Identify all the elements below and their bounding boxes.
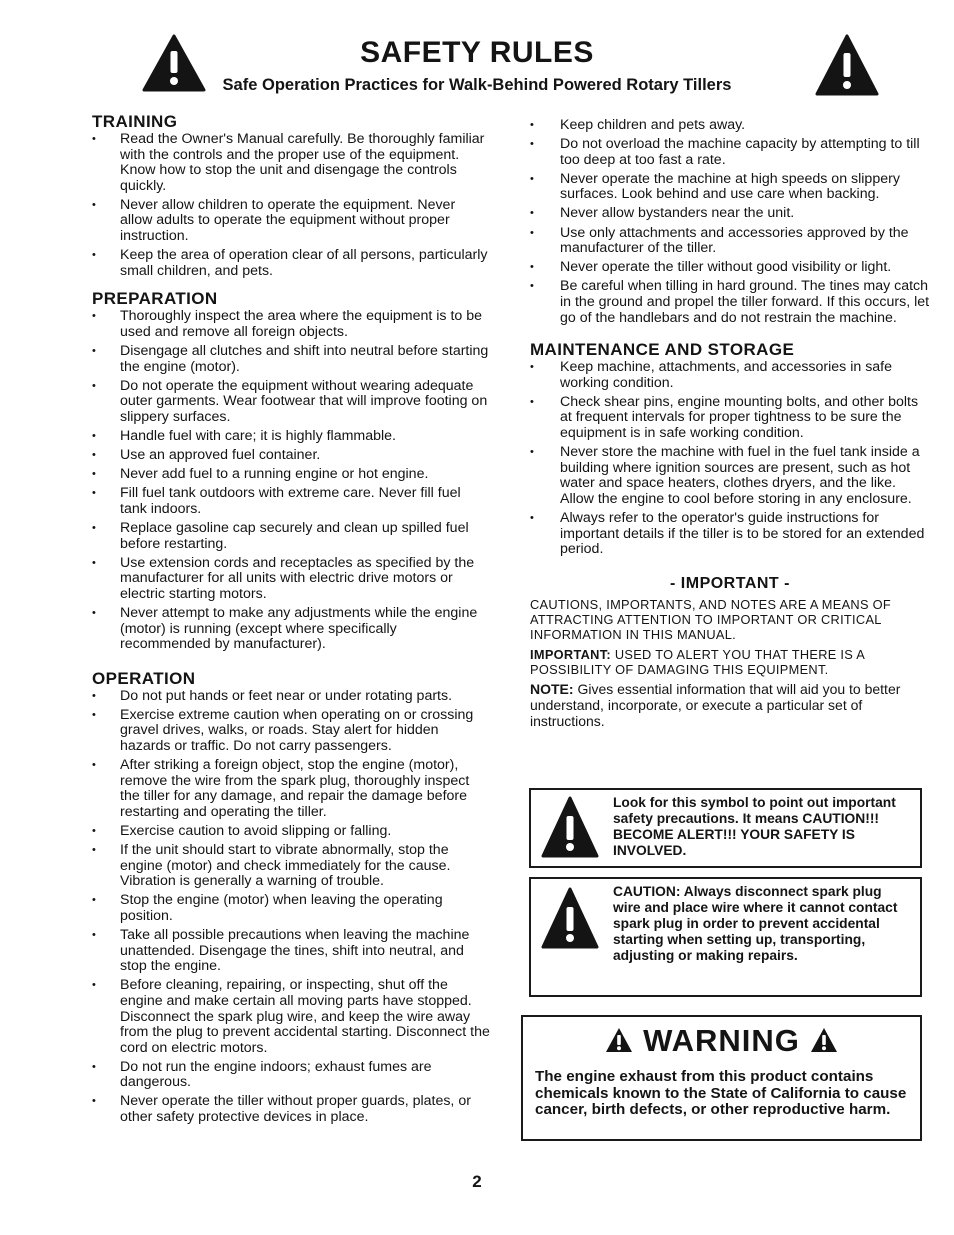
important-section xyxy=(530,576,930,729)
list-item: • Check shear pins, engine mounting bolts, and other bolts at frequent intervals for proper tightness to be sure the equipment is in safe working condition. xyxy=(530,395,930,442)
important-intro: CAUTIONS, IMPORTANTS, AND NOTES ARE A MEANS OF ATTRACTING ATTENTION TO IMPORTANT OR CRITICAL INFORMATION IN THIS MANUAL. xyxy=(530,597,892,643)
operation-list xyxy=(92,689,490,1126)
training-section xyxy=(92,112,490,279)
list-item: • Fill fuel tank outdoors with extreme care. Never fill fuel tank indoors. xyxy=(92,486,490,517)
warning-triangle-icon xyxy=(605,1023,633,1058)
page-number: 2 xyxy=(472,1172,482,1191)
list-item: • Exercise extreme caution when operating on or crossing gravel drives, walks, or roads. Stay alert for hidden hazards or traffic. Do not carry passengers. xyxy=(92,708,490,755)
important-definition xyxy=(530,647,930,677)
preparation-section xyxy=(92,289,490,652)
preparation-list xyxy=(92,309,490,652)
left-column xyxy=(92,112,490,1129)
list-item: • Keep machine, attachments, and accessories in safe working condition. xyxy=(530,360,930,391)
important-label: IMPORTANT: xyxy=(530,647,611,663)
operation-heading: OPERATION xyxy=(92,668,196,688)
safety-symbol-box xyxy=(529,788,922,868)
maintenance-list xyxy=(530,360,930,558)
note-text: Gives essential information that will aid you to better understand, incorporate, or execute a particular set of instructions. xyxy=(530,681,901,729)
list-item: • Do not overload the machine capacity by attempting to till too deep at too fast a rate. xyxy=(530,137,930,168)
list-item: • Never operate the machine at high speeds on slippery surfaces. Look behind and use care when backing. xyxy=(530,172,930,203)
list-item: • Thoroughly inspect the area where the equipment is to be used and remove all foreign objects. xyxy=(92,309,490,340)
list-item: • Do not operate the equipment without wearing adequate outer garments. Wear footwear that will improve footing on slippery surfaces. xyxy=(92,379,490,426)
maintenance-section xyxy=(530,340,930,558)
list-item: • Disengage all clutches and shift into neutral before starting the engine (motor). xyxy=(92,344,490,375)
operation-continued-list xyxy=(530,118,930,326)
list-item: • Never allow children to operate the equipment. Never allow adults to operate the equipment without proper instruction. xyxy=(92,198,490,245)
list-item: • Never allow bystanders near the unit. xyxy=(530,206,930,222)
list-item: • Use extension cords and receptacles as specified by the manufacturer for all units with electric drive motors or electric starting motors. xyxy=(92,556,490,603)
list-item: • Use an approved fuel container. xyxy=(92,448,490,464)
operation-section xyxy=(92,669,490,1126)
safety-symbol-text: Look for this symbol to point out important safety precautions. It means CAUTION!!! BECOME ALERT!!! YOUR SAFETY IS INVOLVED. xyxy=(613,795,896,858)
warning-title-row xyxy=(523,1023,920,1059)
list-item: • Keep the area of operation clear of all persons, particularly small children, and pets. xyxy=(92,248,490,279)
list-item: • Use only attachments and accessories approved by the manufacturer of the tiller. xyxy=(530,226,930,257)
warning-triangle-icon xyxy=(541,796,599,863)
list-item: • Never add fuel to a running engine or hot engine. xyxy=(92,467,490,483)
note-definition xyxy=(530,682,930,729)
warning-title: WARNING xyxy=(643,1023,800,1058)
list-item: • Before cleaning, repairing, or inspecting, shut off the engine and make certain all moving parts have stopped. Disconnect the spark plug wire, and keep the wire away from the plug to prevent accidental starting. Disconnect the cord on electric motors. xyxy=(92,978,490,1056)
page-title: SAFETY RULES xyxy=(360,36,594,69)
page-subtitle: Safe Operation Practices for Walk-Behind Powered Rotary Tillers xyxy=(222,76,732,94)
list-item: • Read the Owner's Manual carefully. Be thoroughly familiar with the controls and the proper use of the equipment. Know how to stop the unit and disengage the controls quickly. xyxy=(92,132,490,194)
list-item: • Never operate the tiller without proper guards, plates, or other safety protective devices in place. xyxy=(92,1094,490,1125)
list-item: • Take all possible precautions when leaving the machine unattended. Disengage the tines, shift into neutral, and stop the engine. xyxy=(92,928,490,975)
list-item: • Never operate the tiller without good visibility or light. xyxy=(530,260,930,276)
caution-text: CAUTION: Always disconnect spark plug wire and place wire where it cannot contact spark plug in order to prevent accidental starting when setting up, transporting, adjusting or making repairs. xyxy=(613,884,898,963)
important-text: USED TO ALERT YOU THAT THERE IS A POSSIBILITY OF DAMAGING THIS EQUIPMENT. xyxy=(530,647,865,678)
training-heading: TRAINING xyxy=(92,112,178,131)
list-item: • Replace gasoline cap securely and clean up spilled fuel before restarting. xyxy=(92,521,490,552)
important-heading: - IMPORTANT - xyxy=(670,574,790,592)
list-item: • Stop the engine (motor) when leaving the operating position. xyxy=(92,893,490,924)
maintenance-heading: MAINTENANCE AND STORAGE xyxy=(530,340,795,360)
list-item: • Do not put hands or feet near or under rotating parts. xyxy=(92,689,490,705)
warning-text: The engine exhaust from this product contains chemicals known to the State of California to cause cancer, birth defects, or other reproductive harm. xyxy=(535,1068,907,1118)
training-list xyxy=(92,132,490,279)
list-item: • Do not run the engine indoors; exhaust fumes are dangerous. xyxy=(92,1060,490,1091)
list-item: • Keep children and pets away. xyxy=(530,118,930,134)
list-item: • Exercise caution to avoid slipping or falling. xyxy=(92,824,490,840)
warning-box xyxy=(521,1015,922,1141)
caution-box xyxy=(529,877,922,997)
warning-triangle-icon xyxy=(810,1023,838,1058)
right-column xyxy=(530,118,930,729)
preparation-heading: PREPARATION xyxy=(92,289,218,309)
list-item: • Never store the machine with fuel in the fuel tank inside a building where ignition sources are present, such as hot water and space heaters, clothes dryers, and the like. Allow the engine to cool before storing in any enclosure. xyxy=(530,445,930,507)
list-item: • Be careful when tilling in hard ground. The tines may catch in the ground and propel the tiller forward. If this occurs, let go of the handlebars and do not restrain the machine. xyxy=(530,279,930,326)
list-item: • Never attempt to make any adjustments while the engine (motor) is running (except where specifically recommended by manufacturer). xyxy=(92,606,490,653)
list-item: • After striking a foreign object, stop the engine (motor), remove the wire from the spark plug, thoroughly inspect the tiller for any damage, and repair the damage before restarting and operating the tiller. xyxy=(92,758,490,820)
list-item: • Always refer to the operator's guide instructions for important details if the tiller is to be stored for an extended period. xyxy=(530,511,930,558)
list-item: • If the unit should start to vibrate abnormally, stop the engine (motor) and check immediately for the cause. Vibration is generally a warning of trouble. xyxy=(92,843,490,890)
note-label: NOTE: xyxy=(530,681,574,698)
list-item: • Handle fuel with care; it is highly flammable. xyxy=(92,429,490,445)
warning-triangle-icon xyxy=(541,887,599,954)
